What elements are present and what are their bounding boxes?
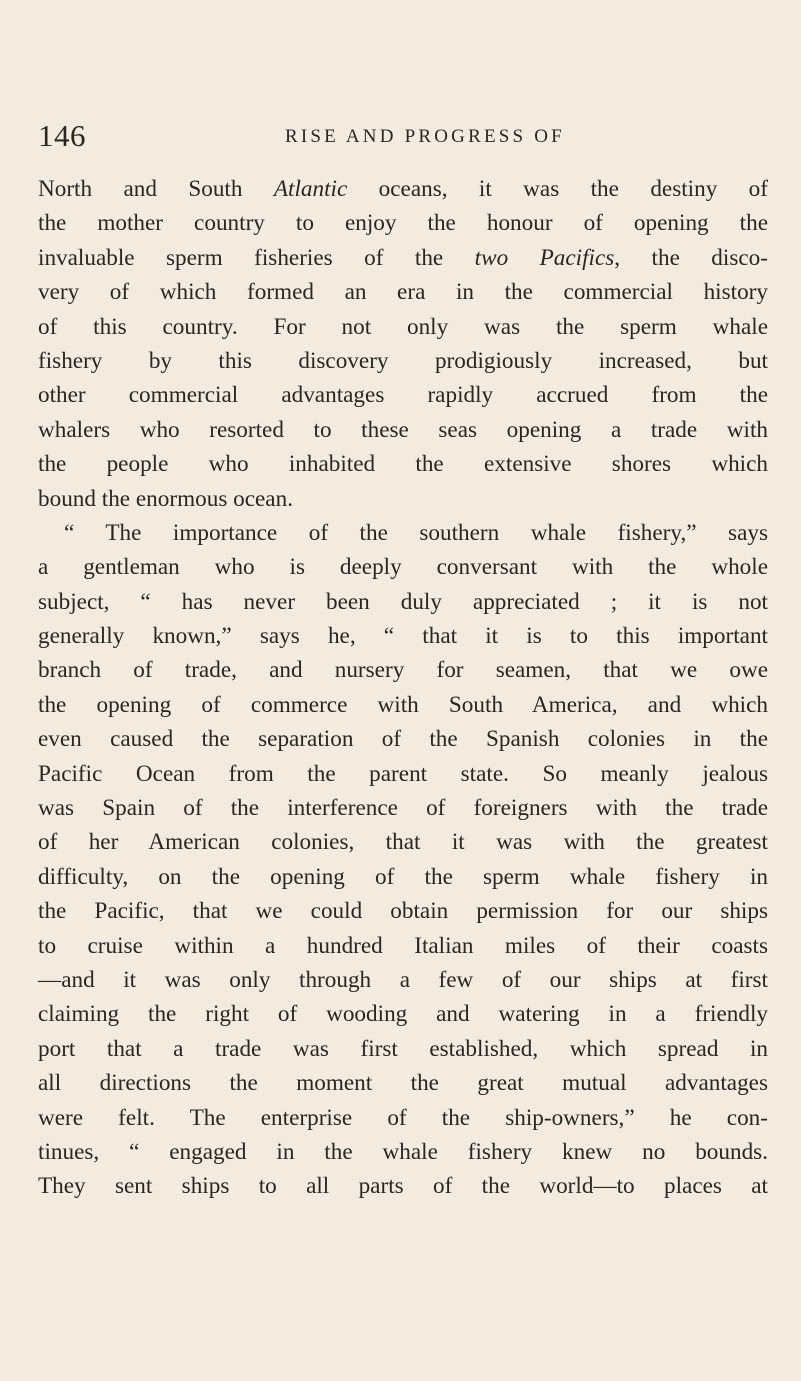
page-header: [38, 118, 768, 158]
text-line: port that a trade was first established, which spread in: [38, 1035, 768, 1062]
text-line: the opening of commerce with South America, and which: [38, 691, 768, 718]
text-line: of her American colonies, that it was with the greatest: [38, 829, 768, 856]
text-line: the people who inhabited the extensive shores which: [38, 451, 768, 478]
text-line: of this country. For not only was the sperm whale: [38, 313, 768, 340]
text-line: a gentleman who is deeply conversant with the whole: [38, 554, 768, 581]
text-line: the mother country to enjoy the honour of opening the: [38, 210, 768, 237]
running-head: RISE AND PROGRESS OF: [285, 126, 565, 147]
text-line: Pacific Ocean from the parent state. So meanly jealous: [38, 760, 768, 787]
text-line: was Spain of the interference of foreigners with the trade: [38, 795, 768, 822]
text-line: the Pacific, that we could obtain permission for our ships: [38, 898, 768, 925]
text-line: all directions the moment the great mutual advantages: [38, 1070, 768, 1097]
text-line: other commercial advantages rapidly accrued from the: [38, 382, 768, 409]
text-line: claiming the right of wooding and watering in a friendly: [38, 1001, 768, 1028]
text-line: difficulty, on the opening of the sperm whale fishery in: [38, 863, 768, 890]
text-line: were felt. The enterprise of the ship-owners,” he con-: [38, 1104, 768, 1131]
text-line: —and it was only through a few of our ships at first: [38, 966, 768, 993]
text-line: very of which formed an era in the commercial history: [38, 279, 768, 306]
text-line: invaluable sperm fisheries of the two Pacifics, the disco-: [38, 244, 768, 271]
text-line: generally known,” says he, “ that it is to this important: [38, 623, 768, 650]
body-text: [38, 172, 768, 1204]
page-number: 146: [38, 118, 86, 153]
text-line: whalers who resorted to these seas opening a trade with: [38, 416, 768, 443]
paragraph-end-line: bound the enormous ocean.: [38, 485, 293, 512]
text-line: branch of trade, and nursery for seamen, that we owe: [38, 657, 768, 684]
text-line: even caused the separation of the Spanish colonies in the: [38, 726, 768, 753]
text-line: tinues, “ engaged in the whale fishery knew no bounds.: [38, 1138, 768, 1165]
paragraph-start-line: “ The importance of the southern whale fishery,” says: [64, 519, 768, 546]
text-line: fishery by this discovery prodigiously increased, but: [38, 347, 768, 374]
text-line: North and South Atlantic oceans, it was the destiny of: [38, 176, 768, 202]
text-line: They sent ships to all parts of the world—to places at: [38, 1173, 768, 1200]
text-line: to cruise within a hundred Italian miles of their coasts: [38, 932, 768, 959]
text-line: subject, “ has never been duly appreciated ; it is not: [38, 588, 768, 615]
